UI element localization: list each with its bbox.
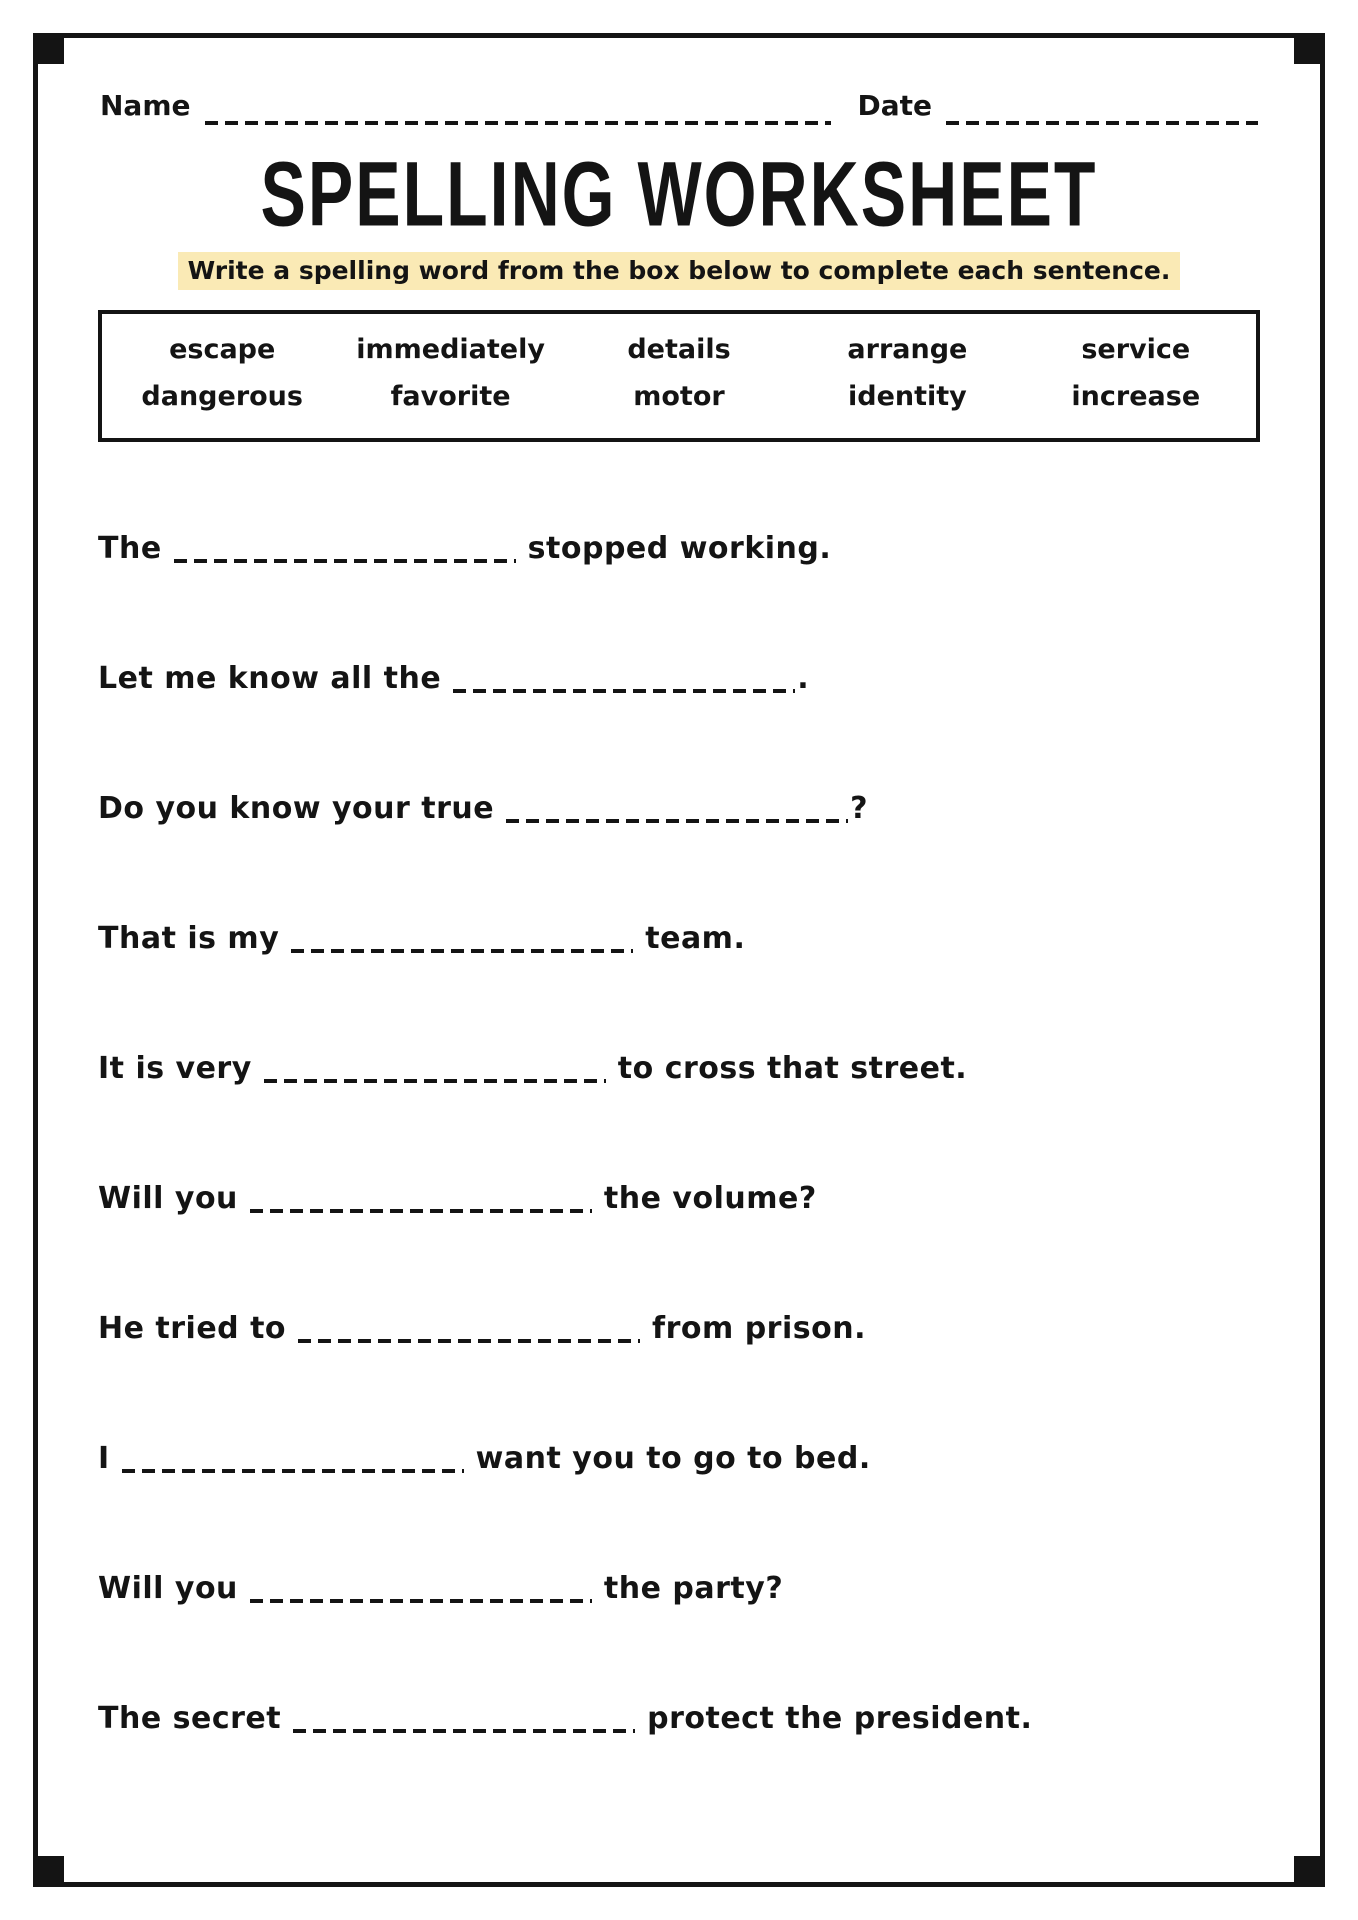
name-label: Name (100, 89, 191, 122)
corner-square-top-left (37, 37, 64, 64)
date-input-line[interactable] (946, 97, 1258, 125)
sentence-8 (98, 1438, 1260, 1568)
sentence-6-pre: Will you (98, 1181, 238, 1216)
spelling-word-box (98, 310, 1260, 442)
sentence-7-post: from prison. (652, 1311, 866, 1346)
sentence-9 (98, 1568, 1260, 1698)
sentence-10-post: protect the president. (647, 1701, 1033, 1736)
sentence-2-answer-blank[interactable] (453, 663, 795, 693)
sentence-7 (98, 1308, 1260, 1438)
sentence-5-post: to cross that street. (617, 1051, 968, 1086)
word-motor: motor (633, 381, 725, 412)
page-border-frame (33, 33, 1325, 1887)
sentence-4-answer-blank[interactable] (291, 923, 633, 953)
sentence-9-post: the party? (603, 1571, 784, 1606)
title-wrap (76, 142, 1282, 246)
sentence-7-answer-blank[interactable] (298, 1313, 640, 1343)
word-increase: increase (1071, 381, 1201, 412)
sentence-6-answer-blank[interactable] (250, 1183, 592, 1213)
sentence-5-answer-blank[interactable] (264, 1053, 606, 1083)
word-arrange: arrange (847, 334, 968, 365)
word-box-row-2 (108, 381, 1250, 412)
word-details: details (627, 334, 731, 365)
sentence-6 (98, 1178, 1260, 1308)
sentence-3-pre: Do you know your true (98, 791, 495, 826)
name-date-row (100, 89, 1258, 122)
sentence-5 (98, 1048, 1260, 1178)
sentence-5-pre: It is very (98, 1051, 252, 1086)
word-box-row-1 (108, 334, 1250, 365)
word-favorite: favorite (390, 381, 511, 412)
corner-square-top-right (1294, 37, 1321, 64)
sentence-10-answer-blank[interactable] (293, 1703, 635, 1733)
word-immediately: immediately (356, 334, 545, 365)
sentence-8-pre: I (98, 1441, 110, 1476)
page-content (76, 76, 1282, 1844)
sentence-4-pre: That is my (98, 921, 280, 956)
sentence-list (98, 528, 1260, 1828)
sentence-3-answer-blank[interactable] (506, 793, 848, 823)
date-label: Date (857, 89, 932, 122)
sentence-4 (98, 918, 1260, 1048)
sentence-3 (98, 788, 1260, 918)
sentence-8-answer-blank[interactable] (122, 1443, 464, 1473)
word-escape: escape (169, 334, 276, 365)
instruction-wrap (76, 252, 1282, 290)
sentence-2-post: . (797, 661, 810, 696)
sentence-10-pre: The secret (98, 1701, 282, 1736)
sentence-9-answer-blank[interactable] (250, 1573, 592, 1603)
corner-square-bottom-right (1294, 1856, 1321, 1883)
sentence-3-post: ? (850, 791, 869, 826)
sentence-10 (98, 1698, 1260, 1828)
page-title: SPELLING WORKSHEET (260, 143, 1098, 246)
instruction-highlight: Write a spelling word from the box below to complete each sentence. (178, 252, 1181, 290)
sentence-6-post: the volume? (603, 1181, 817, 1216)
sentence-2 (98, 658, 1260, 788)
name-input-line[interactable] (205, 97, 832, 125)
sentence-8-post: want you to go to bed. (475, 1441, 871, 1476)
sentence-1-answer-blank[interactable] (174, 533, 516, 563)
sentence-1-post: stopped working. (527, 531, 832, 566)
sentence-4-post: team. (645, 921, 746, 956)
sentence-1-pre: The (98, 531, 162, 566)
corner-square-bottom-left (37, 1856, 64, 1883)
sentence-2-pre: Let me know all the (98, 661, 442, 696)
sentence-9-pre: Will you (98, 1571, 238, 1606)
sentence-1 (98, 528, 1260, 658)
word-dangerous: dangerous (141, 381, 303, 412)
sentence-7-pre: He tried to (98, 1311, 287, 1346)
word-identity: identity (847, 381, 967, 412)
word-service: service (1081, 334, 1191, 365)
